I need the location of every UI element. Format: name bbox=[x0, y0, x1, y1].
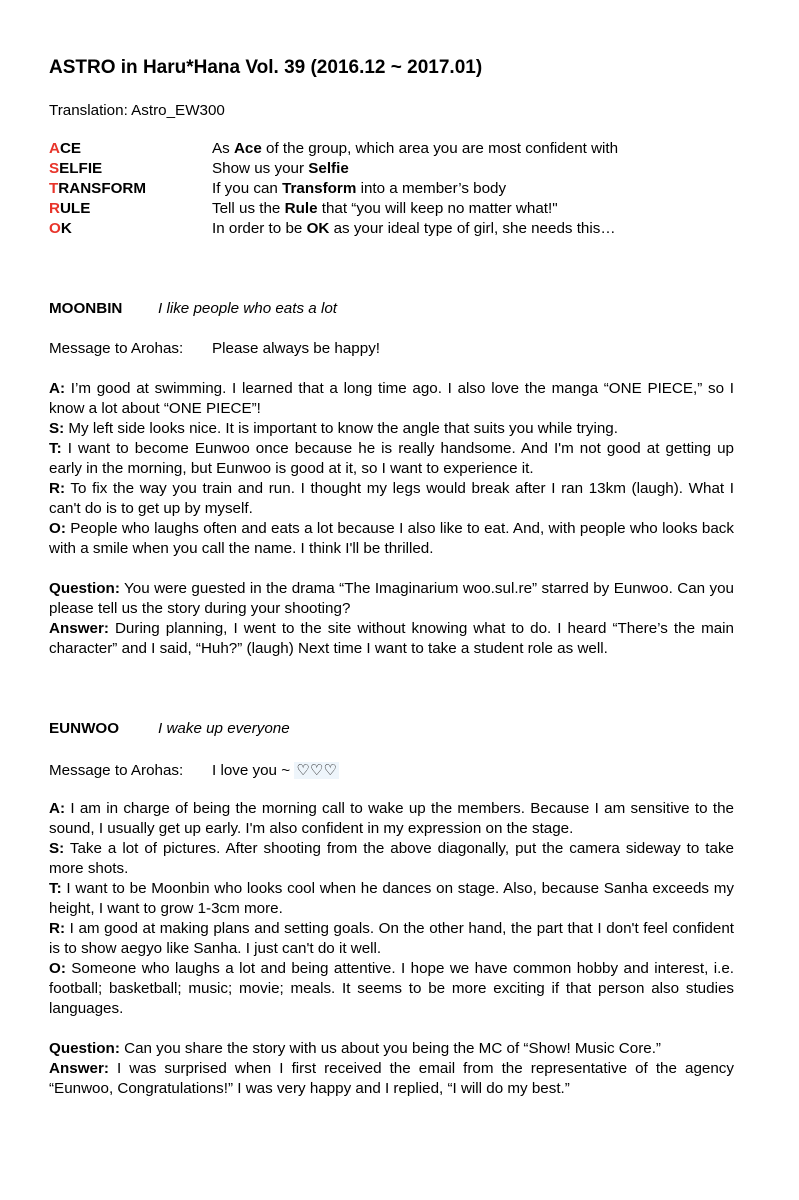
message-to-fans: Message to Arohas: Please always be happy! bbox=[49, 340, 381, 357]
legend-description: In order to be OK as your ideal type of girl, she needs this… bbox=[212, 220, 616, 237]
document-page bbox=[49, 54, 734, 1099]
answer-ok: O: Someone who laughs a lot and being attentive. I hope we have common hobby and interest, i.e. football; basketball; music; movie; meals. It seems to be more exciting if that person also studies languages. bbox=[49, 960, 734, 1017]
member-header bbox=[49, 299, 734, 319]
answer-transform: T: I want to be Moonbin who looks cool when he dances on stage. Also, because Sanha exceeds my height, I want to grow 1-3cm more. bbox=[49, 880, 734, 917]
answer-ok: O: People who laughs often and eats a lot because I also like to eat. And, with people who looks back with a smile when you call the name. I think I'll be thrilled. bbox=[49, 520, 734, 557]
legend-key: TRANSFORM bbox=[49, 180, 147, 197]
member-name: EUNWOO bbox=[49, 720, 120, 737]
interview-answer: Answer: During planning, I went to the site without knowing what to do. I heard “There’s the main character” and I said, “Huh?” (laugh) Next time I want to take a student role as well. bbox=[49, 620, 734, 657]
legend-description: If you can Transform into a member’s body bbox=[212, 180, 507, 197]
legend-row bbox=[49, 219, 734, 239]
member-tagline: I like people who eats a lot bbox=[158, 300, 337, 317]
member-header bbox=[49, 719, 734, 739]
translation-credit: Translation: Astro_EW300 bbox=[49, 102, 225, 119]
answer-transform: T: I want to become Eunwoo once because he is really handsome. And I'm not good at getting up early in the morning, but Eunwoo is good at it, so I want to experience it. bbox=[49, 440, 734, 477]
answer-selfie: S: My left side looks nice. It is important to know the angle that suits you while trying. bbox=[49, 420, 618, 437]
legend-key: RULE bbox=[49, 200, 91, 217]
document-title: ASTRO in Haru*Hana Vol. 39 (2016.12 ~ 2017.01) bbox=[49, 57, 483, 78]
legend-description: Show us your Selfie bbox=[212, 160, 349, 177]
legend-key: SELFIE bbox=[49, 160, 103, 177]
answer-selfie: S: Take a lot of pictures. After shooting from the above diagonally, put the camera sideway to take more shots. bbox=[49, 840, 734, 877]
member-section-eunwoo bbox=[49, 719, 734, 1099]
legend-row bbox=[49, 139, 734, 159]
message-to-fans: Message to Arohas: I love you ~ ♡♡♡ bbox=[49, 762, 338, 779]
legend-key: ACE bbox=[49, 140, 82, 157]
interview-answer: Answer: I was surprised when I first received the email from the representative of the agency “Eunwoo, Congratulations!” I was very happy and I replied, “I will do my best.” bbox=[49, 1060, 734, 1097]
legend-row bbox=[49, 179, 734, 199]
hearts-icon: ♡♡♡ bbox=[296, 762, 338, 779]
interview-question: Question: Can you share the story with us about you being the MC of “Show! Music Core.” bbox=[49, 1040, 661, 1057]
answer-ace: A: I’m good at swimming. I learned that a long time ago. I also love the manga “ONE PIECE,” so I know a lot about “ONE PIECE”! bbox=[49, 380, 734, 417]
member-tagline: I wake up everyone bbox=[158, 720, 290, 737]
answer-ace: A: I am in charge of being the morning call to wake up the members. Because I am sensitive to the sound, I usually get up early. I'm also confident in my expression on the stage. bbox=[49, 800, 734, 837]
member-section-moonbin bbox=[49, 299, 734, 659]
interview-question: Question: You were guested in the drama “The Imaginarium woo.sul.re” starred by Eunwoo. Can you please tell us the story during your shooting? bbox=[49, 580, 734, 617]
legend-row bbox=[49, 199, 734, 219]
member-name: MOONBIN bbox=[49, 300, 123, 317]
answer-rule: R: To fix the way you train and run. I thought my legs would break after I ran 13km (laugh). What I can't do is to get up by myself. bbox=[49, 480, 734, 517]
legend-description: As Ace of the group, which area you are most confident with bbox=[212, 140, 619, 157]
legend-key: OK bbox=[49, 220, 72, 237]
acronym-legend bbox=[49, 139, 734, 239]
answer-rule: R: I am good at making plans and setting goals. On the other hand, the part that I don't feel confident is to show aegyo like Sanha. I just can't do it well. bbox=[49, 920, 734, 957]
legend-description: Tell us the Rule that “you will keep no matter what!" bbox=[212, 200, 558, 217]
legend-row bbox=[49, 159, 734, 179]
